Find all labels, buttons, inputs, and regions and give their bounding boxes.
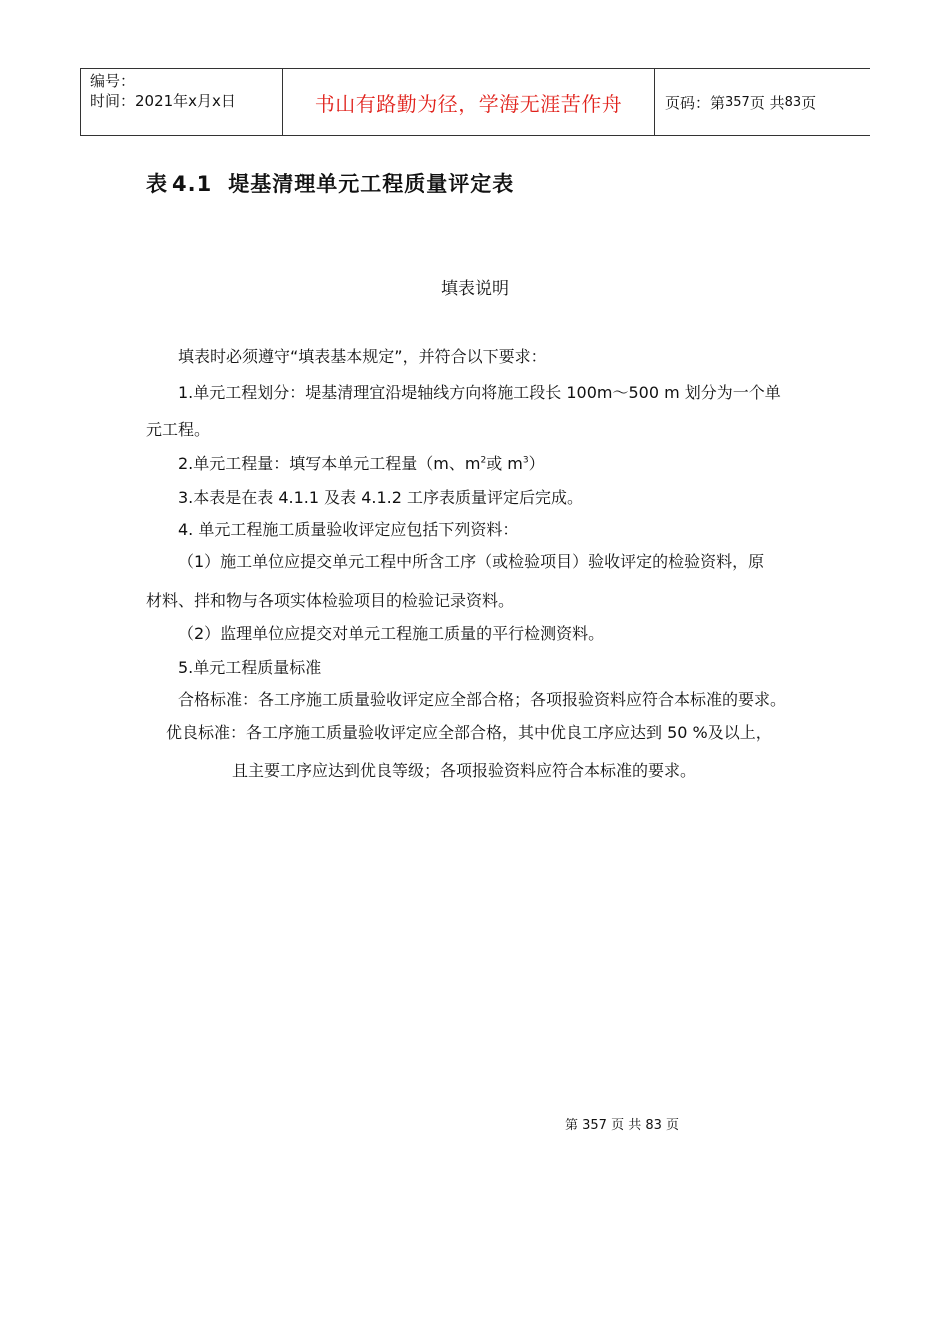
number-label: 编号： [90,72,136,90]
header-table [80,68,870,136]
item2-line [178,453,545,475]
page-suffix: 页 [801,93,817,112]
page-mid: 页 共 [749,93,785,112]
page-title [146,168,514,198]
item2-pre: 2.单元工程量：填写本单元工程量（m、m [178,454,481,473]
page-footer: 第 357 页 共 83 页 [565,1118,680,1133]
item5-line: 5.单元工程质量标准 [178,658,322,677]
header-page-cell [655,69,870,135]
item3-line: 3.本表是在表 4.1.1 及表 4.1.2 工序表质量评定后完成。 [178,488,584,507]
item2-end: ） [528,454,545,473]
title-text: 堤基清理单元工程质量评定表 [228,172,515,196]
header-info-cell [81,69,283,135]
item4-1-line-b: 材料、拌和物与各项实体检验项目的检验记录资料。 [146,591,515,610]
item2-sup1: 2 [480,455,487,466]
section-subtitle: 填表说明 [441,279,509,299]
title-number: 4.1 [172,172,213,196]
item5-pass-line: 合格标准：各工序施工质量验收评定应全部合格；各项报验资料应符合本标准的要求。 [178,690,787,709]
motto-text: 书山有路勤为径，学海无涯苦作舟 [314,91,623,116]
date-label: 时间：2021年x月x日 [90,92,236,110]
item4-1-line-a: （1）施工单位应提交单元工程中所含工序（或检验项目）验收评定的检验资料，原 [178,552,765,571]
item5-excellent-line-a: 优良标准：各工序施工质量验收评定应全部合格，其中优良工序应达到 50 %及以上， [166,723,772,742]
page-prefix: 页码：第 [665,93,726,112]
item2-mid: 或 m [486,454,523,473]
page-current: 357 [725,94,750,110]
item5-excellent-line-b: 且主要工序应达到优良等级；各项报验资料应符合本标准的要求。 [232,761,697,780]
header-motto-cell [283,69,655,135]
intro-line: 填表时必须遵守“填表基本规定”，并符合以下要求： [178,347,547,366]
item1-line-a: 1.单元工程划分：堤基清理宜沿堤轴线方向将施工段长 100m～500 m 划分为一个单 [178,383,781,402]
item4-2-line: （2）监理单位应提交对单元工程施工质量的平行检测资料。 [178,624,605,643]
item4-line: 4. 单元工程施工质量验收评定应包括下列资料： [178,520,519,539]
item1-line-b: 元工程。 [146,420,211,439]
page-total: 83 [784,94,802,110]
item2-sup2: 3 [522,455,529,466]
title-prefix: 表 [146,172,168,196]
